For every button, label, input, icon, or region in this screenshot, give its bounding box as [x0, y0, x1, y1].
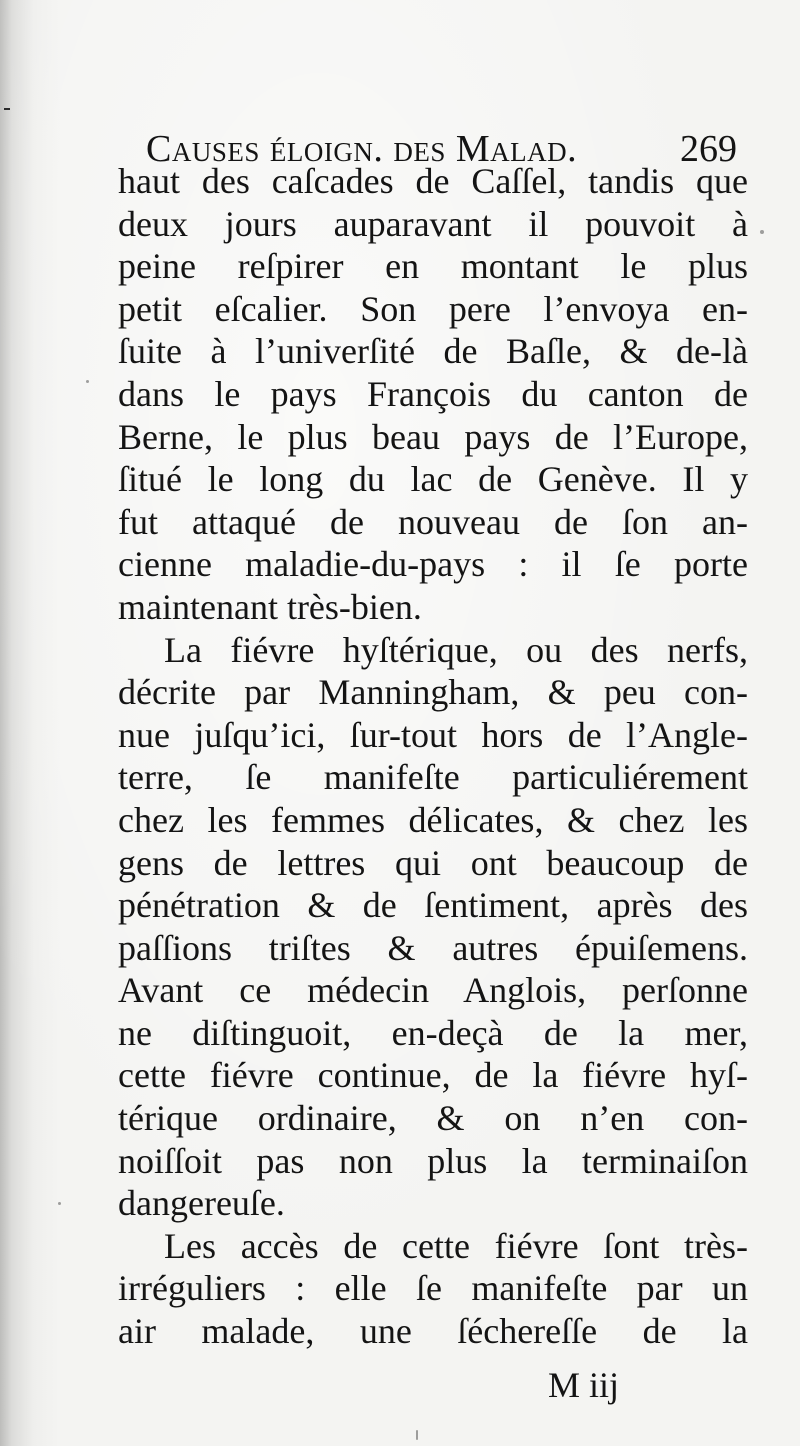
- text-line: décrite par Manningham, & peu con-: [118, 672, 748, 713]
- text-line: ne diſtinguoit, en-deçà de la mer,: [118, 1012, 748, 1053]
- text-line: fut attaqué de nouveau de ſon an-: [118, 501, 748, 542]
- text-line: térique ordinaire, & on n’en con-: [118, 1098, 748, 1139]
- paper-speck: [86, 380, 89, 383]
- text-line: irréguliers : elle ſe manifeſte par un: [118, 1268, 748, 1309]
- page-number: 269: [680, 128, 737, 170]
- text-line: terre, ſe manifeſte particuliérement: [118, 757, 748, 798]
- body-text: [118, 160, 748, 1353]
- text-line: deux jours auparavant il pouvoit à: [118, 203, 748, 244]
- text-line: gens de lettres qui ont beaucoup de: [118, 842, 748, 883]
- text-line: air malade, une ſécherеſſe de la: [118, 1311, 748, 1352]
- paper-speck: [760, 230, 764, 234]
- paper-speck: [58, 1202, 61, 1205]
- gutter-mark: [4, 108, 10, 110]
- text-line: maintenant très-bien.: [118, 586, 422, 627]
- text-line: Avant ce médecin Anglois, perſonne: [118, 970, 748, 1011]
- text-line: ſuite à l’univerſité de Baſle, & de-là: [118, 331, 748, 372]
- text-line: cienne maladie-du-pays : il ſe porte: [118, 544, 748, 585]
- text-line: Berne, le plus beau pays de l’Europe,: [118, 416, 748, 457]
- signature-mark: M iij: [548, 1365, 620, 1405]
- text-line: peine reſpirer en montant le plus: [118, 246, 748, 287]
- running-title: Causes éloign. des Malad.: [146, 128, 578, 170]
- text-line: pénétration & de ſentiment, après des: [118, 885, 748, 926]
- text-line: ſitué le long du lac de Genève. Il y: [118, 459, 748, 500]
- text-line: noiſſoit pas non plus la terminaiſon: [118, 1140, 748, 1181]
- text-line: La fiévre hyſtérique, ou des nerfs,: [164, 629, 748, 670]
- text-line: Les accès de cette fiévre ſont très-: [164, 1225, 748, 1266]
- text-line: cette fiévre continue, de la fiévre hyſ-: [118, 1055, 748, 1096]
- text-line: dangereuſe.: [118, 1183, 285, 1224]
- text-line: paſſions triſtes & autres épuiſemens.: [118, 927, 748, 968]
- paper-speck: [416, 1430, 418, 1440]
- text-line: dans le pays François du canton de: [118, 373, 748, 414]
- text-line: chez les femmes délicates, & chez les: [118, 799, 748, 840]
- text-line: nue juſqu’ici, ſur-tout hors de l’Angle-: [118, 714, 748, 755]
- text-line: petit eſcalier. Son pere l’envoya en-: [118, 288, 748, 329]
- text-line: haut des caſcades de Caſſel, tandis que: [118, 161, 748, 201]
